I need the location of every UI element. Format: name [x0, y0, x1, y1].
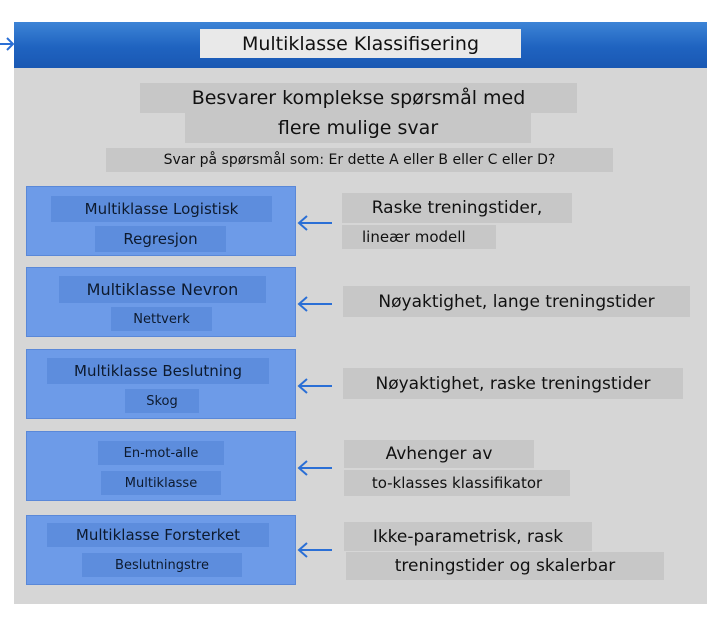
- note-label: Raske treningstider,: [342, 193, 572, 223]
- arrow-left-icon: [296, 295, 334, 313]
- arrow-left-icon: [296, 541, 334, 559]
- arrow-left-icon: [296, 377, 334, 395]
- note-label: Nøyaktighet, lange treningstider: [343, 286, 690, 317]
- algorithm-label: Multiklasse: [101, 471, 221, 495]
- note-label: Nøyaktighet, raske treningstider: [343, 368, 683, 399]
- intro-line-2: flere mulige svar: [185, 113, 531, 143]
- arrow-right-icon: [0, 36, 16, 52]
- note-label: Ikke-parametrisk, rask: [344, 522, 592, 551]
- diagram-title: Multiklasse Klassifisering: [200, 29, 521, 58]
- algorithm-label: Nettverk: [111, 307, 212, 331]
- arrow-left-icon: [296, 214, 334, 232]
- algorithm-label: Multiklasse Forsterket: [47, 523, 269, 547]
- note-label: treningstider og skalerbar: [346, 552, 664, 580]
- note-label: Avhenger av: [344, 440, 534, 468]
- algorithm-label: Multiklasse Nevron: [59, 276, 266, 303]
- algorithm-label: En-mot-alle: [98, 441, 224, 465]
- algorithm-label: Beslutningstre: [82, 553, 242, 577]
- intro-question: Svar på spørsmål som: Er dette A eller B eller C eller D?: [106, 148, 613, 172]
- note-label: lineær modell: [342, 225, 496, 249]
- arrow-left-icon: [296, 459, 334, 477]
- algorithm-label: Multiklasse Beslutning: [47, 358, 269, 384]
- intro-line-1: Besvarer komplekse spørsmål med: [140, 83, 577, 113]
- algorithm-label: Regresjon: [95, 226, 226, 252]
- algorithm-label: Multiklasse Logistisk: [51, 196, 272, 222]
- algorithm-label: Skog: [125, 389, 199, 413]
- note-label: to-klasses klassifikator: [344, 470, 570, 496]
